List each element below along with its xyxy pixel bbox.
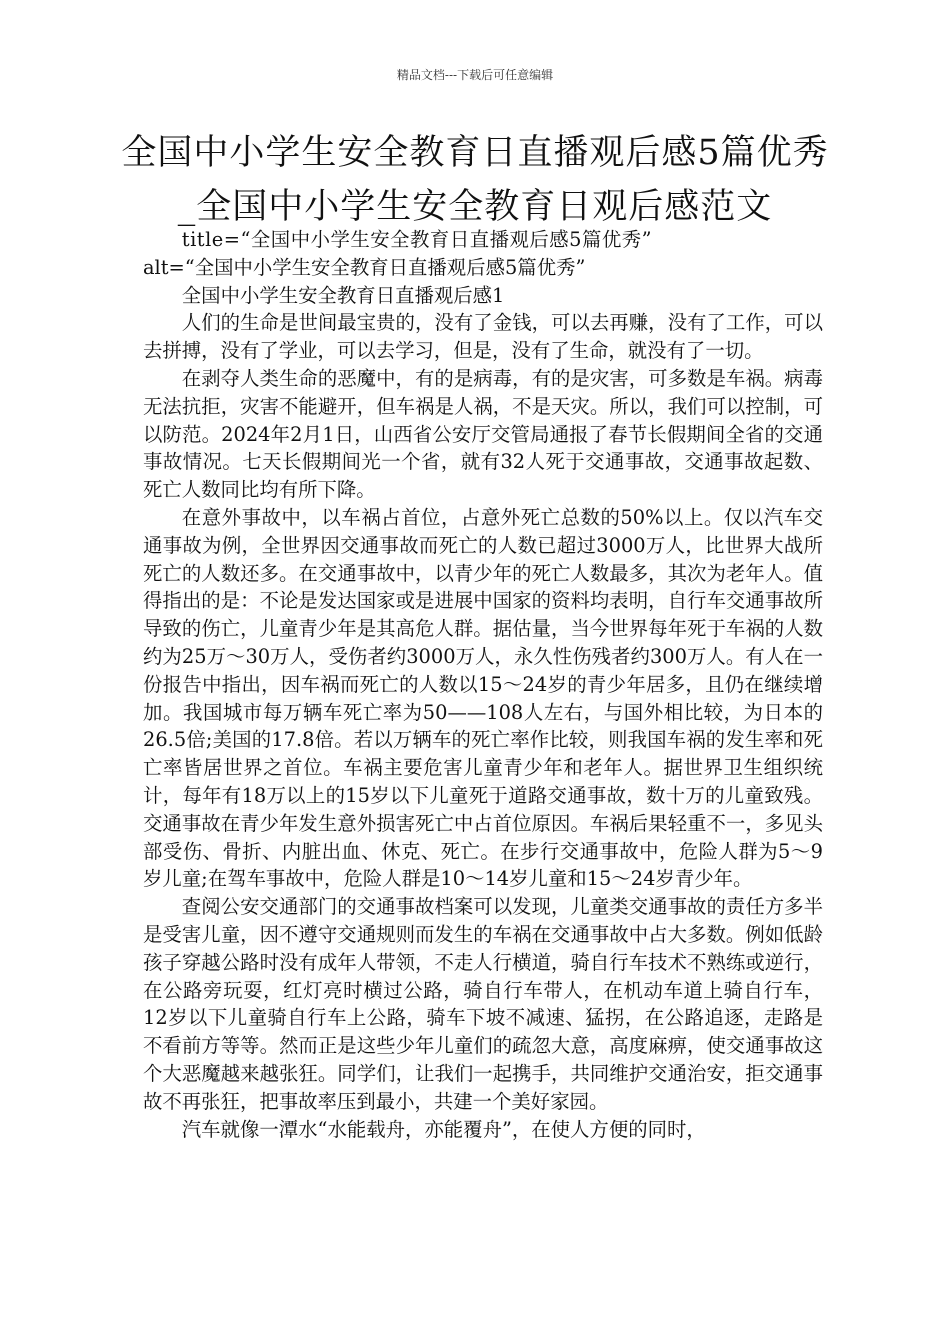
- section-heading: 全国中小学生安全教育日直播观后感1: [181, 283, 505, 307]
- body-paragraph: 在剥夺人类生命的恶魔中，有的是病毒，有的是灾害，可多数是车祸。病毒无法抗拒，灾害不能避开，但车祸是人祸，不是天灾。所以，我们可以控制，可以防范。2024年2月1日，山西省公安厅交管局通报了春节长假期间全省的交通事故情况。七天长假期间光一个省，就有32人死于交通事故，交通事故起数、死亡人数同比均有所下降。: [143, 366, 823, 502]
- alt-attribute-line: alt=“全国中小学生安全教育日直播观后感5篇优秀”: [143, 255, 586, 279]
- body-paragraph: 在意外事故中，以车祸占首位，占意外死亡总数的50%以上。仅以汽车交通事故为例，全世界因交通事故而死亡的人数已超过3000万人，比世界大战所死亡的人数还多。在交通事故中，以青少年的死亡人数最多，其次为老年人。值得指出的是：不论是发达国家或是进展中国家的资料均表明，自行车交通事故所导致的伤亡，儿童青少年是其高危人群。据估量，当今世界每年死于车祸的人数约为25万～30万人，受伤者约3000万人，永久性伤残者约300万人。有人在一份报告中指出，因车祸而死亡的人数以15～24岁的青少年居多，且仍在继续增加。我国城市每万辆车死亡率为50——108人左右，与国外相比较，为日本的26.5倍;美国的17.8倍。若以万辆车的死亡率作比较，则我国车祸的发生率和死亡率皆居世界之首位。车祸主要危害儿童青少年和老年人。据世界卫生组织统计，每年有18万以上的15岁以下儿童死于道路交通事故，数十万的儿童致残。交通事故在青少年发生意外损害死亡中占首位原因。车祸后果轻重不一，多见头部受伤、骨折、内脏出血、休克、死亡。在步行交通事故中，危险人群为5～9岁儿童;在驾车事故中，危险人群是10～14岁儿童和15～24岁青少年。: [143, 505, 823, 891]
- page-header: 精品文档---下载后可任意编辑: [396, 68, 554, 82]
- document-body: [143, 226, 823, 1143]
- title-attribute-line: title=“全国中小学生安全教育日直播观后感5篇优秀”: [181, 228, 653, 251]
- body-paragraph: 查阅公安交通部门的交通事故档案可以发现，儿童类交通事故的责任方多半是受害儿童，因不遵守交通规则而发生的车祸在交通事故中占大多数。例如低龄孩子穿越公路时没有成年人带领，不走人行横道，骑自行车技术不熟练或逆行，在公路旁玩耍，红灯亮时横过公路，骑自行车带人，在机动车道上骑自行车，12岁以下儿童骑自行车上公路，骑车下坡不减速、猛拐，在公路追逐，走路是不看前方等等。然而正是这些少年儿童们的疏忽大意，高度麻痹，使交通事故这个大恶魔越来越张狂。同学们，让我们一起携手，共同维护交通治安，拒交通事故不再张狂，把事故率压到最小，共建一个美好家园。: [143, 895, 823, 1113]
- body-paragraph: 汽车就像一潭水“水能载舟，亦能覆舟”，在使人方便的同时，: [181, 1117, 706, 1141]
- body-paragraph: 人们的生命是世间最宝贵的，没有了金钱，可以去再赚，没有了工作，可以去拼搏，没有了学业，可以去学习，但是，没有了生命，就没有了一切。: [143, 311, 823, 363]
- document-title: 全国中小学生安全教育日直播观后感5篇优秀_全国中小学生安全教育日观后感范文: [121, 133, 829, 227]
